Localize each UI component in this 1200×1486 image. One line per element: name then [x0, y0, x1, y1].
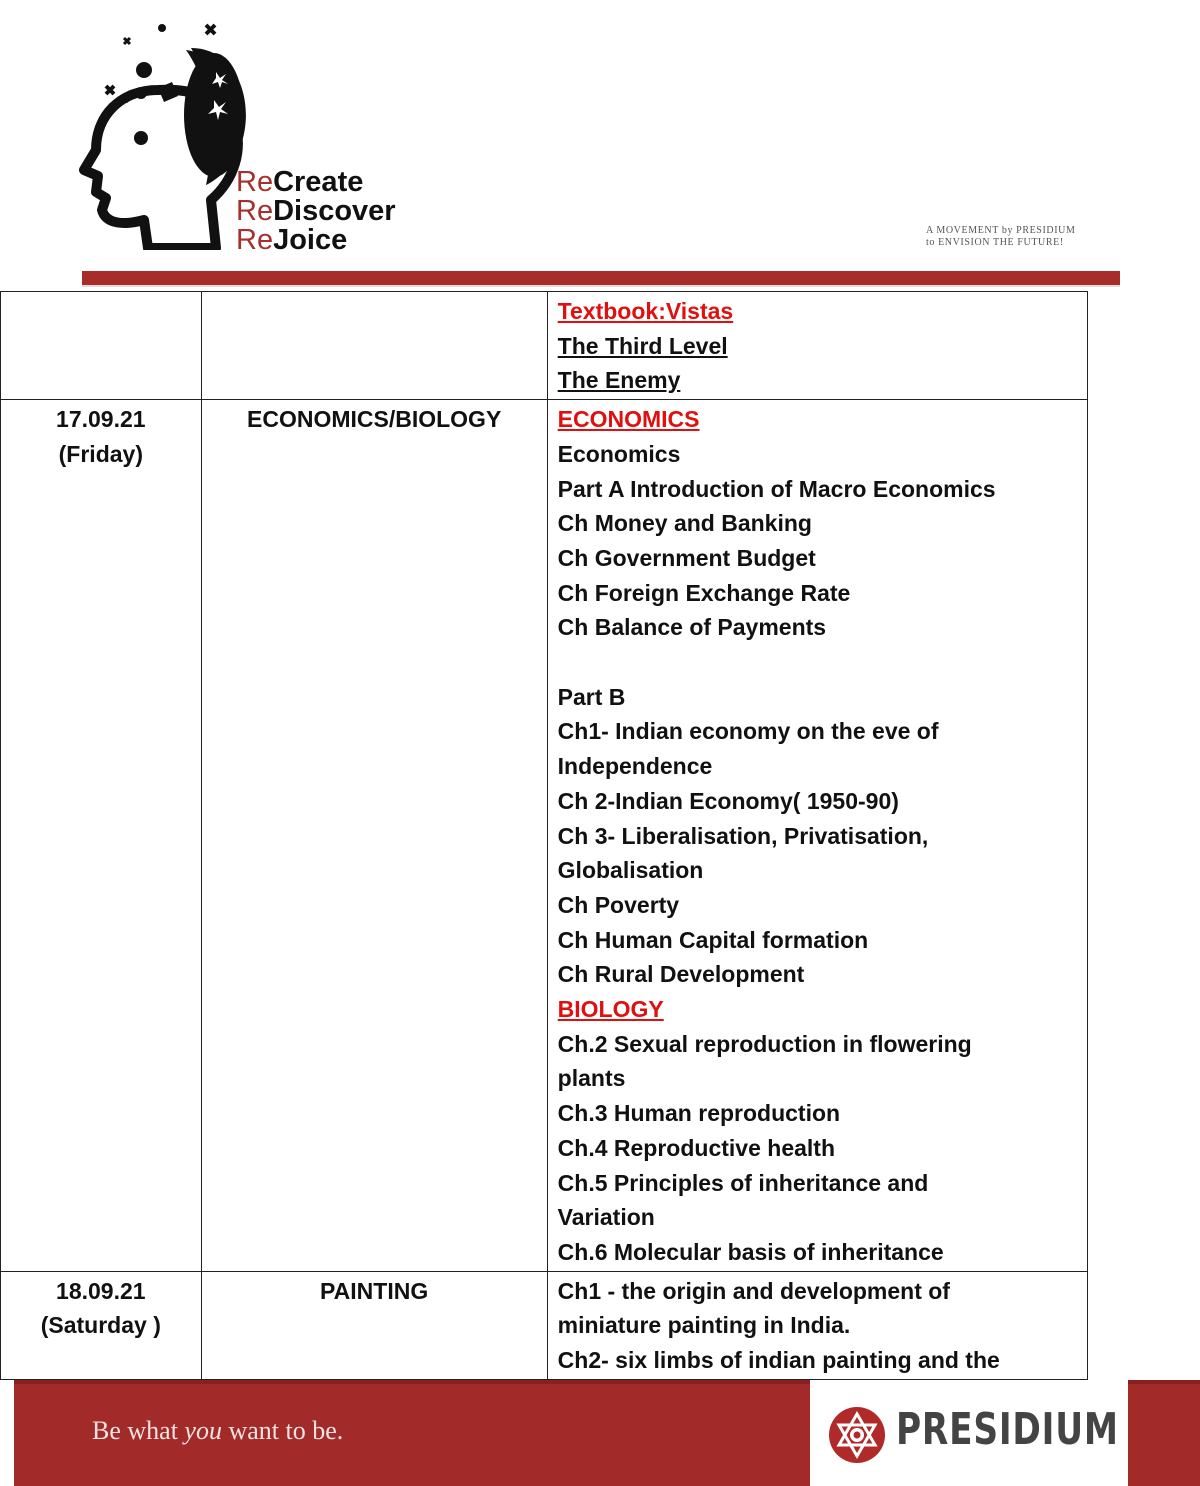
subject-name: PAINTING	[320, 1277, 429, 1304]
syllabus-heading: Textbook:Vistas	[557, 298, 734, 324]
syllabus-line: Economics	[557, 440, 681, 467]
syllabus-line: Ch 2-Indian Economy( 1950-90)	[557, 787, 899, 814]
syllabus-line: Globalisation	[557, 857, 704, 884]
exam-schedule-table	[0, 291, 1088, 1380]
schedule-row	[1, 400, 1088, 1272]
syllabus-line: Ch Money and Banking	[557, 510, 812, 537]
schedule-row	[1, 1271, 1088, 1379]
subject-cell	[201, 400, 547, 1272]
syllabus-cell	[547, 292, 1087, 400]
subject-name: ECONOMICS/BIOLOGY	[247, 406, 502, 433]
header-red-band	[82, 271, 1120, 285]
syllabus-line: Ch1- Indian economy on the eve of	[557, 718, 939, 745]
schedule-row	[1, 292, 1088, 400]
syllabus-line	[558, 645, 1077, 680]
syllabus-line: Part A Introduction of Macro Economics	[557, 475, 996, 502]
syllabus-line: Ch Balance of Payments	[557, 614, 827, 641]
date-cell	[1, 292, 202, 400]
subject-name	[212, 294, 537, 329]
syllabus-line: Ch 3- Liberalisation, Privatisation,	[557, 822, 929, 849]
presidium-star-icon	[828, 1406, 886, 1464]
syllabus-line: Variation	[557, 1204, 655, 1231]
exam-day	[11, 329, 191, 364]
syllabus-cell	[547, 400, 1087, 1272]
presidium-logo	[810, 1380, 1128, 1486]
footer-slogan: Be what you want to be.	[92, 1416, 344, 1445]
syllabus-line: Ch.5 Principles of inheritance and	[557, 1169, 929, 1196]
syllabus-line: Ch Human Capital formation	[557, 926, 869, 953]
subject-cell	[201, 1271, 547, 1379]
schedule-body	[1, 292, 1088, 1380]
syllabus-line: Ch1 - the origin and development of	[557, 1277, 950, 1304]
date-cell	[1, 1271, 202, 1379]
syllabus-line: Ch.2 Sexual reproduction in flowering	[557, 1030, 972, 1057]
date-cell	[1, 400, 202, 1272]
exam-date: 18.09.21	[56, 1277, 146, 1304]
syllabus-line: plants	[557, 1065, 626, 1092]
header-divider	[82, 285, 1120, 287]
syllabus-heading: BIOLOGY	[557, 996, 664, 1023]
syllabus-cell	[547, 1271, 1087, 1379]
syllabus-line: miniature painting in India.	[557, 1312, 851, 1339]
page-header	[66, 20, 1136, 292]
syllabus-line: Ch.6 Molecular basis of inheritance	[557, 1238, 944, 1265]
exam-day: (Friday)	[58, 440, 143, 467]
syllabus-line: Independence	[557, 753, 713, 780]
syllabus-line: Ch Rural Development	[557, 961, 805, 988]
syllabus-heading: ECONOMICS	[557, 406, 700, 433]
syllabus-heading: The Third Level	[557, 332, 728, 359]
syllabus-heading: The Enemy	[557, 367, 681, 394]
exam-date	[11, 294, 191, 329]
page-footer	[14, 1380, 1200, 1486]
syllabus-line: Ch Foreign Exchange Rate	[557, 579, 851, 606]
syllabus-line: Part B	[557, 683, 626, 710]
syllabus-line: Ch2- six limbs of indian painting and the	[557, 1347, 1000, 1374]
recreate-tagline: ReCreate ReDiscover ReJoice	[236, 166, 396, 256]
exam-day: (Saturday )	[40, 1312, 161, 1339]
movement-caption: A MOVEMENT by PRESIDIUM to ENVISION THE FUTURE!	[926, 225, 1076, 248]
head-stars-logo-icon	[66, 20, 256, 250]
presidium-wordmark: PRESIDIUM	[896, 1404, 1119, 1455]
exam-date: 17.09.21	[56, 406, 146, 433]
syllabus-line: Ch.4 Reproductive health	[557, 1134, 835, 1161]
syllabus-line: Ch Poverty	[557, 891, 680, 918]
syllabus-line: Ch Government Budget	[557, 544, 816, 571]
syllabus-line: Ch.3 Human reproduction	[557, 1100, 841, 1127]
subject-cell	[201, 292, 547, 400]
